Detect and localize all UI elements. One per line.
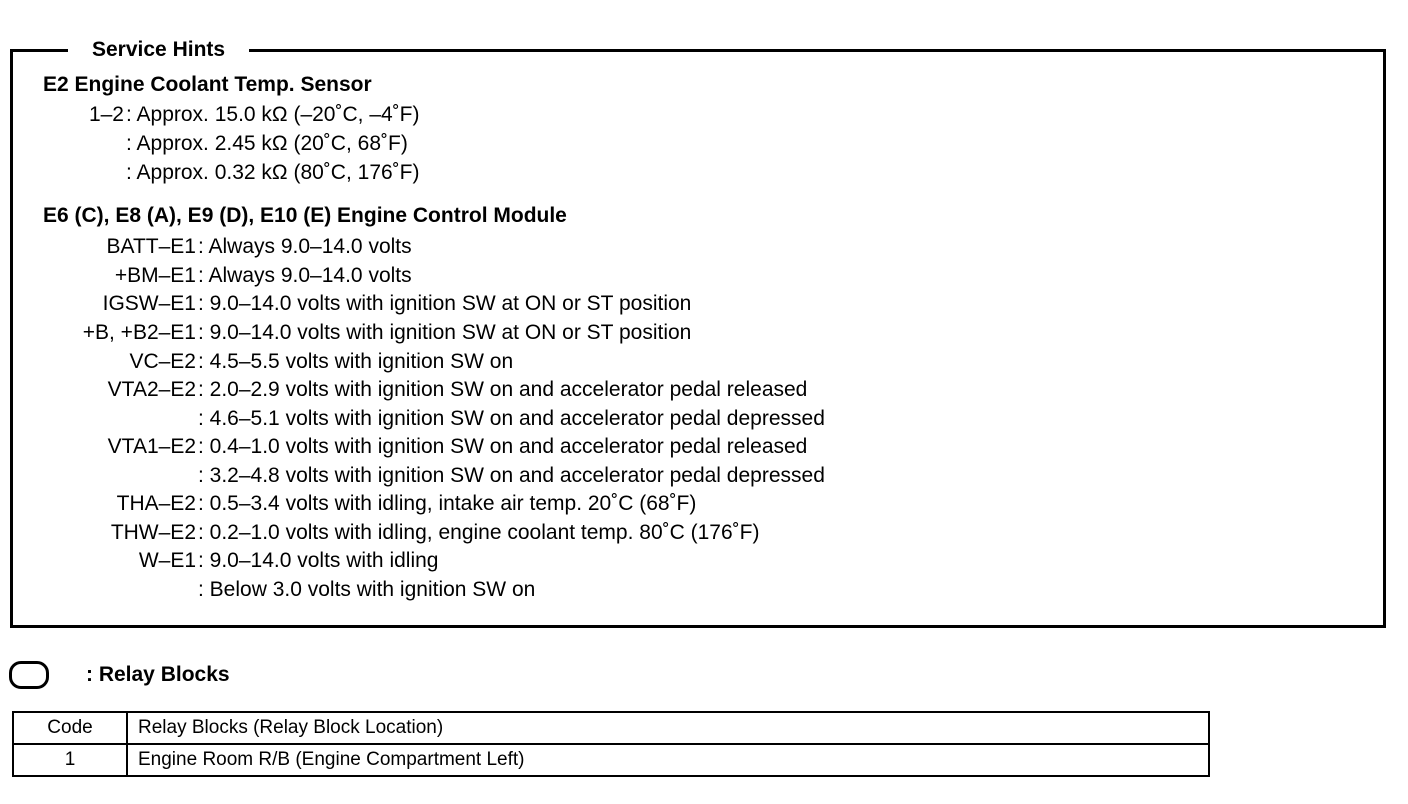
ecm-title: E6 (C), E8 (A), E9 (D), E10 (E) Engine Control Module xyxy=(43,204,567,227)
relay-blocks-table xyxy=(12,711,1210,777)
ecm-row-value: : 4.6–5.1 volts with ignition SW on and accelerator pedal depressed xyxy=(198,407,825,430)
ecm-row xyxy=(0,489,1200,518)
service-hints-title: Service Hints xyxy=(68,36,249,64)
ecm-row-label: +B, +B2–E1 xyxy=(82,321,196,344)
ecm-row xyxy=(0,375,1200,404)
ecm-row xyxy=(0,575,1200,604)
table-row xyxy=(13,744,1209,776)
ecm-row-value: : Always 9.0–14.0 volts xyxy=(198,264,412,287)
ecm-row-label: W–E1 xyxy=(138,549,196,572)
coolant-row-value: : Approx. 15.0 kΩ (–20˚C, –4˚F) xyxy=(126,103,420,126)
ecm-row-value: : Always 9.0–14.0 volts xyxy=(198,235,412,258)
ecm-row-value: : 4.5–5.5 volts with ignition SW on xyxy=(198,350,514,373)
ecm-row xyxy=(0,432,1200,461)
ecm-row xyxy=(0,261,1200,290)
ecm-row xyxy=(0,232,1200,261)
coolant-row-value: : Approx. 2.45 kΩ (20˚C, 68˚F) xyxy=(126,132,408,155)
coolant-row xyxy=(0,158,1200,187)
table-cell-location: Engine Room R/B (Engine Compartment Left) xyxy=(127,744,1209,776)
ecm-row-value: : 3.2–4.8 volts with ignition SW on and accelerator pedal depressed xyxy=(198,464,825,487)
ecm-row-label: +BM–E1 xyxy=(114,264,196,287)
ecm-row-label: VC–E2 xyxy=(129,350,196,373)
ecm-row-label: THA–E2 xyxy=(116,492,196,515)
ecm-row-value: : 9.0–14.0 volts with idling xyxy=(198,549,439,572)
relay-block-icon xyxy=(9,661,49,689)
coolant-row xyxy=(0,129,1200,158)
ecm-row xyxy=(0,289,1200,318)
ecm-row xyxy=(0,546,1200,575)
ecm-row-value: : 9.0–14.0 volts with ignition SW at ON or ST position xyxy=(198,292,692,315)
table-header-location: Relay Blocks (Relay Block Location) xyxy=(127,712,1209,744)
ecm-row-value: : 0.5–3.4 volts with idling, intake air temp. 20˚C (68˚F) xyxy=(198,492,697,515)
ecm-row xyxy=(0,404,1200,433)
ecm-row-value: : Below 3.0 volts with ignition SW on xyxy=(198,578,536,601)
coolant-row xyxy=(0,100,1200,129)
ecm-row-label: IGSW–E1 xyxy=(102,292,196,315)
ecm-row-label: BATT–E1 xyxy=(106,235,196,258)
ecm-row-label: VTA1–E2 xyxy=(107,435,196,458)
table-header-code: Code xyxy=(13,712,127,744)
ecm-row xyxy=(0,318,1200,347)
table-cell-code: 1 xyxy=(13,744,127,776)
ecm-row xyxy=(0,461,1200,490)
table-header-row xyxy=(13,712,1209,744)
ecm-row-value: : 9.0–14.0 volts with ignition SW at ON or ST position xyxy=(198,321,692,344)
ecm-row xyxy=(0,347,1200,376)
ecm-row-value: : 2.0–2.9 volts with ignition SW on and accelerator pedal released xyxy=(198,378,808,401)
coolant-row-label: 1–2 xyxy=(88,103,124,126)
ecm-row-label: VTA2–E2 xyxy=(107,378,196,401)
ecm-row-label: THW–E2 xyxy=(110,521,196,544)
relay-blocks-label: : Relay Blocks xyxy=(86,663,230,686)
ecm-row xyxy=(0,518,1200,547)
ecm-row-value: : 0.4–1.0 volts with ignition SW on and accelerator pedal released xyxy=(198,435,808,458)
ecm-row-value: : 0.2–1.0 volts with idling, engine coolant temp. 80˚C (176˚F) xyxy=(198,521,760,544)
coolant-row-value: : Approx. 0.32 kΩ (80˚C, 176˚F) xyxy=(126,161,420,184)
coolant-sensor-title: E2 Engine Coolant Temp. Sensor xyxy=(43,73,372,96)
